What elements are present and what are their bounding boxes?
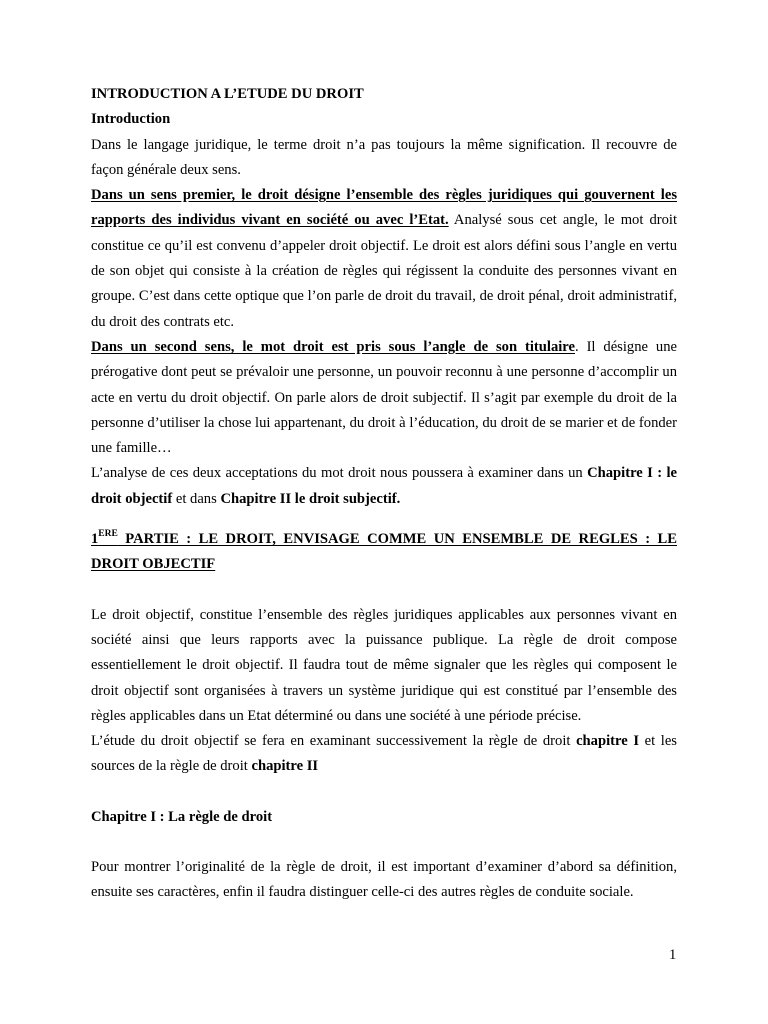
objective-law-paragraph: Le droit objectif, constitue l’ensemble des règles juridiques applicables aux personnes vivant en société ainsi que leurs rapports avec la puissance publique. La règle de droit compose essentiellement le droit objectif. Il faudra tout de même signaler que les règles qui composent le droit objectif sont organisées à travers un système juridique qui est constitué par l’ensemble des règles applicables dans un Etat déterminé ou dans une société à une période précise.	[91, 606, 677, 724]
part-title: PARTIE : LE DROIT, ENVISAGE COMME UN ENSEMBLE DE REGLES : LE DROIT OBJECTIF	[91, 531, 677, 573]
plan-text-a: L’analyse de ces deux acceptations du mot droit nous poussera à examiner dans un	[91, 465, 588, 482]
plan-chapter-2: Chapitre II le droit subjectif.	[220, 490, 401, 507]
study-plan-chapter-1: chapitre I	[576, 733, 639, 750]
intro-paragraph-3	[91, 335, 677, 461]
chapter-heading: Chapitre I : La règle de droit	[91, 808, 273, 825]
first-meaning-text: Analysé sous cet angle, le mot droit constitue ce qu’il est convenu d’appeler droit objectif. Le droit est alors défini sous l’angle en vertu de son objet qui consiste à la création de règles qui régissent la conduite des personnes vivant en groupe. C’est dans cette optique que l’on parle de droit du travail, de droit pénal, droit administratif, du droit des contrats etc.	[91, 212, 678, 330]
first-meaning-emphasis: Dans un sens premier, le droit désigne l’ensemble des règles juridiques qui gouvernent les rapports des individus vivant en société ou avec l’Etat.	[91, 187, 677, 229]
study-plan-chapter-2: chapitre II	[251, 758, 319, 775]
intro-paragraph-4	[91, 461, 677, 512]
second-meaning-emphasis: Dans un second sens, le mot droit est pris sous l’angle de son titulaire	[91, 338, 575, 355]
part-heading	[91, 527, 677, 578]
page-number: 1	[669, 947, 677, 963]
second-meaning-text: . Il désigne une prérogative dont peut se prévaloir une personne, un pouvoir reconnu à une personne d’accomplir un acte en vertu du droit objectif. On parle alors de droit subjectif. Il s’agit par exemple du droit de la personne d’utiliser la chose lui appartenant, du droit à l’éducation, du droit de se marier et de fonder une famille…	[91, 338, 677, 457]
document-title: INTRODUCTION A L’ETUDE DU DROIT	[91, 86, 364, 102]
plan-text-c: et dans	[172, 490, 221, 507]
part-number: 1	[91, 531, 99, 548]
introduction-heading: Introduction	[91, 111, 171, 128]
part-superscript: ERE	[98, 529, 118, 540]
plan-chapter-1: Chapitre I : le droit objectif	[91, 465, 677, 507]
intro-paragraph-1: Dans le langage juridique, le terme droit n’a pas toujours la même signification. Il recouvre de façon générale deux sens.	[91, 136, 677, 178]
document-page	[91, 82, 677, 906]
study-plan-text-c: et les sources de la règle de droit	[91, 733, 677, 775]
intro-paragraph-2	[91, 183, 677, 335]
chapter-intro-paragraph: Pour montrer l’originalité de la règle de droit, il est important d’examiner d’abord sa définition, ensuite ses caractères, enfin il faudra distinguer celle-ci des autres règles de conduite sociale.	[91, 859, 677, 901]
study-plan-text-a: L’étude du droit objectif se fera en examinant successivement la règle de droit	[91, 733, 577, 750]
study-plan-paragraph	[91, 729, 677, 780]
